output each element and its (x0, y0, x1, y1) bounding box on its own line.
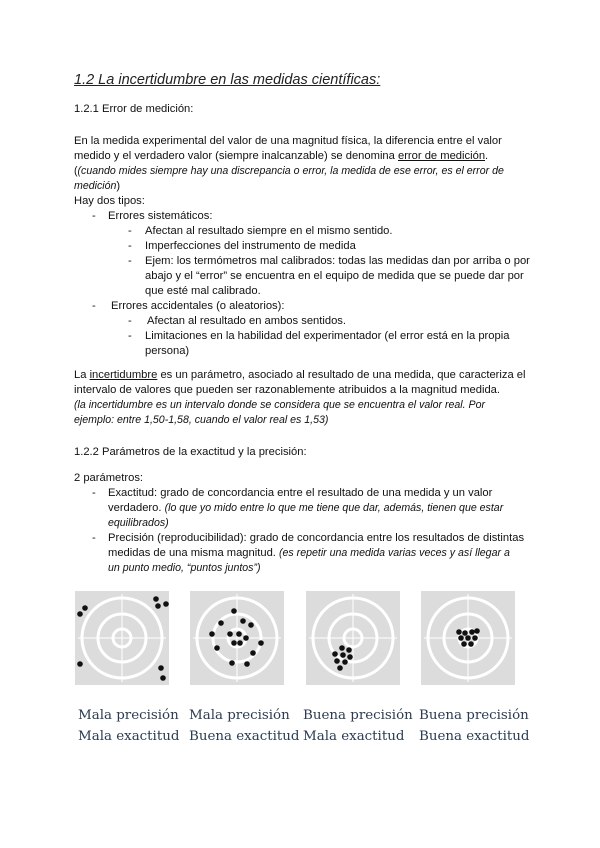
list-item-cont: persona) (145, 345, 190, 357)
caption-accuracy: Mala exactitud (303, 729, 405, 744)
bullet-dash: - (128, 240, 132, 252)
list-item: Ejem: los termómetros mal calibrados: todas las medidas dan por arriba o por (145, 255, 530, 267)
subsection-heading-1: 1.2.1 Error de medición: (74, 103, 194, 115)
shot-dot (334, 658, 340, 664)
shot-dot (240, 618, 246, 624)
bullet-dash: - (92, 300, 96, 312)
shot-dot (340, 652, 346, 658)
paragraph-text: ) (116, 180, 121, 192)
bullet-dash: - (128, 255, 132, 267)
shot-dot (456, 629, 462, 635)
list-item-cont: que esté mal calibrado. (145, 285, 261, 297)
shot-dot (153, 596, 159, 602)
params-intro: 2 parámetros: (74, 472, 144, 484)
shot-dot (77, 661, 83, 667)
target-image-2 (190, 591, 284, 685)
paragraph-text: La (74, 369, 90, 381)
paragraph-text: medidas de una misma magnitud. (108, 547, 280, 559)
list-item-accidental: Errores accidentales (o aleatorios): (111, 300, 285, 312)
list-item: Imperfecciones del instrumento de medida (145, 240, 356, 252)
shot-dot (332, 651, 338, 657)
bullet-dash: - (128, 330, 132, 342)
list-item-precision: Precisión (reproducibilidad): grado de concordancia entre los resultados de distintas (108, 532, 525, 544)
shot-dot (458, 635, 464, 641)
list-item: Limitaciones en la habilidad del experimentador (el error está en la propia (145, 330, 510, 342)
target-caption-2 (189, 705, 299, 747)
shot-dot (244, 661, 250, 667)
target-caption-3 (303, 705, 413, 747)
shot-dot (461, 641, 467, 647)
list-item-cont (108, 546, 510, 561)
caption-precision: Mala precisión (189, 708, 290, 723)
italic-note: (es repetir una medida varias veces y así llegar a (279, 547, 510, 559)
caption-accuracy: Buena exactitud (419, 729, 530, 744)
list-item-exactitud: Exactitud: grado de concordancia entre el resultado de una medida y un valor (108, 487, 493, 499)
shot-dot (462, 630, 468, 636)
target-image-1 (75, 591, 169, 685)
list-item: Afectan al resultado en ambos sentidos. (147, 315, 347, 327)
italic-note: equilibrados) (108, 517, 169, 529)
paragraph-text: . (485, 150, 489, 162)
caption-precision: Buena precisión (303, 708, 413, 723)
list-item-cont (108, 501, 503, 516)
italic-note: (cuando mides siempre hay una discrepancia o error, la medida de ese error, es el error de (77, 165, 504, 177)
bullet-dash: - (92, 210, 96, 222)
paragraph-text: verdadero. (108, 502, 165, 514)
italic-note: (la incertidumbre es un intervalo donde se considera que se encuentra el valor real. Por (74, 399, 486, 411)
shot-dot (163, 601, 169, 607)
shot-dot (229, 660, 235, 666)
paragraph-text: medido y el verdadero valor (siempre inalcanzable) se denomina (74, 150, 398, 162)
target-graphic (190, 591, 284, 685)
target-caption-1 (78, 705, 179, 747)
shot-dot (342, 659, 348, 665)
paragraph-text: ( (74, 165, 78, 177)
shot-dot (218, 620, 224, 626)
shot-dot (248, 622, 254, 628)
term-error-medicion: error de medición (397, 150, 486, 162)
paragraph-line (74, 164, 504, 179)
shot-dot (468, 641, 474, 647)
italic-note: ejemplo: entre 1,50-1,58, cuando el valor real es 1,53) (74, 414, 329, 426)
italic-note: un punto medio, “puntos juntos”) (108, 562, 261, 574)
list-item: Afectan al resultado siempre en el mismo sentido. (145, 225, 393, 237)
target-graphic (75, 591, 169, 685)
shot-dot (474, 628, 480, 634)
shot-dot (337, 665, 343, 671)
caption-precision: Buena precisión (419, 708, 529, 723)
caption-accuracy: Buena exactitud (189, 729, 300, 744)
shot-dot (472, 635, 478, 641)
list-item-systematic: Errores sistemáticos: (108, 210, 213, 222)
caption-accuracy: Mala exactitud (78, 729, 180, 744)
bullet-dash: - (92, 487, 96, 499)
bullet-dash: - (128, 315, 132, 327)
shot-dot (231, 608, 237, 614)
target-caption-4 (419, 705, 529, 747)
italic-note: (lo que yo mido entre lo que me tiene que dar, además, tienen que estar (164, 502, 504, 514)
list-item-cont: abajo y el “error” se encuentra en el equipo de medida que se puede dar por (145, 270, 524, 282)
term-incertidumbre: incertidumbre (89, 369, 158, 381)
shot-dot (347, 654, 353, 660)
italic-note: medición (74, 180, 117, 192)
shot-dot (158, 665, 164, 671)
shot-dot (77, 611, 83, 617)
shot-dot (82, 605, 88, 611)
target-graphic (306, 591, 400, 685)
shot-dot (469, 629, 475, 635)
shot-dot (155, 603, 161, 609)
paragraph-text: es un parámetro, asociado al resultado de una medida, que caracteriza el (157, 369, 526, 381)
target-graphic (421, 591, 515, 685)
bullet-dash: - (92, 532, 96, 544)
shot-dot (465, 635, 471, 641)
target-image-4 (421, 591, 515, 685)
shot-dot (237, 640, 243, 646)
shot-dot (160, 675, 166, 681)
paragraph-line (74, 149, 488, 164)
types-intro: Hay dos tipos: (74, 195, 145, 207)
shot-dot (227, 631, 233, 637)
shot-dot (346, 647, 352, 653)
paragraph-line: intervalo de valores que pueden ser razonablemente atribuidos a la magnitud medida. (74, 384, 501, 396)
paragraph-line: En la medida experimental del valor de una magnitud física, la diferencia entre el valor (74, 135, 502, 147)
bullet-dash: - (128, 225, 132, 237)
section-title: 1.2 La incertidumbre en las medidas científicas: (74, 72, 381, 88)
shot-dot (258, 640, 264, 646)
paragraph-line (74, 179, 120, 194)
shot-dot (214, 645, 220, 651)
paragraph-line (74, 368, 526, 383)
subsection-heading-2: 1.2.2 Parámetros de la exactitud y la precisión: (74, 446, 307, 458)
caption-precision: Mala precisión (78, 708, 179, 723)
shot-dot (236, 631, 242, 637)
shot-dot (231, 640, 237, 646)
target-image-3 (306, 591, 400, 685)
shot-dot (250, 650, 256, 656)
shot-dot (339, 645, 345, 651)
shot-dot (209, 631, 215, 637)
shot-dot (243, 635, 249, 641)
